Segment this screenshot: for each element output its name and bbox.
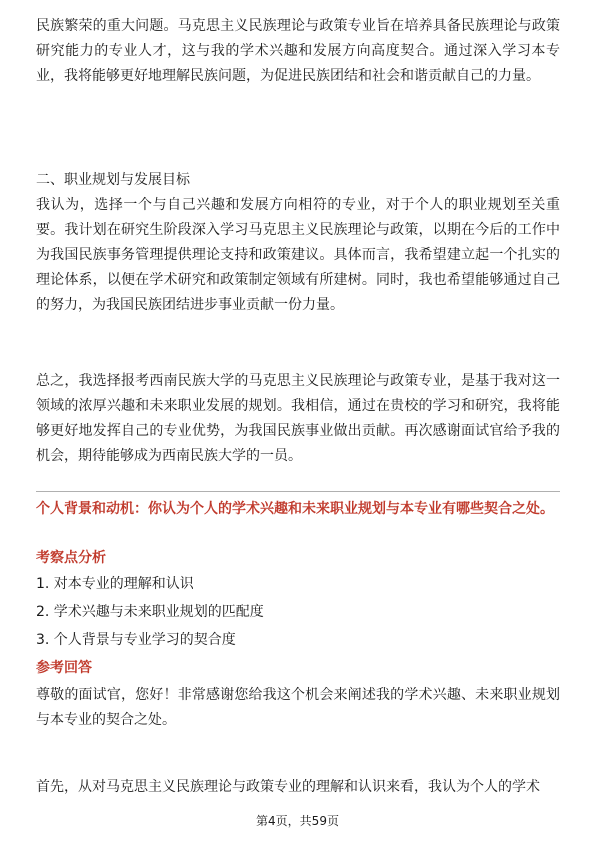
question-heading: 个人背景和动机：你认为个人的学术兴趣和未来职业规划与本专业有哪些契合之处。: [36, 501, 554, 517]
analysis-item: 3. 个人背景与专业学习的契合度: [36, 632, 236, 648]
paragraph-conclusion: 总之，我选择报考西南民族大学的马克思主义民族理论与政策专业，是基于我对这一领域的浓厚兴趣和未来职业发展的规划。我相信，通过在贵校的学习和研究，我将能够更好地发挥自己的专业优势，为我国民族事业做出贡献。再次感谢面试官给予我的机会，期待能够成为西南民族大学的一员。: [36, 373, 560, 464]
answer-paragraph-first: 首先，从对马克思主义民族理论与政策专业的理解和认识来看，我认为个人的学术: [36, 779, 540, 795]
paragraph-career-plan: 我认为，选择一个与自己兴趣和发展方向相符的专业，对于个人的职业规划至关重要。我计划在研究生阶段深入学习马克思主义民族理论与政策，以期在今后的工作中为我国民族事务管理提供理论支持和政策建议。具体而言，我希望建立起一个扎实的理论体系，以便在学术研究和政策制定领域有所建树。同时，我也希望能够通过自己的努力，为我国民族团结进步事业贡献一份力量。: [36, 197, 560, 313]
section-divider: [36, 491, 560, 492]
section-heading-career-plan: 二、职业规划与发展目标: [36, 172, 190, 188]
answer-paragraph-greeting: 尊敬的面试官，您好！非常感谢您给我这个机会来阐述我的学术兴趣、未来职业规划与本专业的契合之处。: [36, 687, 560, 728]
analysis-item: 2. 学术兴趣与未来职业规划的匹配度: [36, 604, 264, 620]
answer-title: 参考回答: [36, 660, 92, 676]
analysis-title: 考察点分析: [36, 550, 106, 566]
page-footer: 第4页，共59页: [256, 814, 339, 828]
paragraph-intro-continuation: 民族繁荣的重大问题。马克思主义民族理论与政策专业旨在培养具备民族理论与政策研究能力的专业人才，这与我的学术兴趣和发展方向高度契合。通过深入学习本专业，我将能够更好地理解民族问题，为促进民族团结和社会和谐贡献自己的力量。: [36, 18, 560, 84]
analysis-item: 1. 对本专业的理解和认识: [36, 576, 194, 592]
